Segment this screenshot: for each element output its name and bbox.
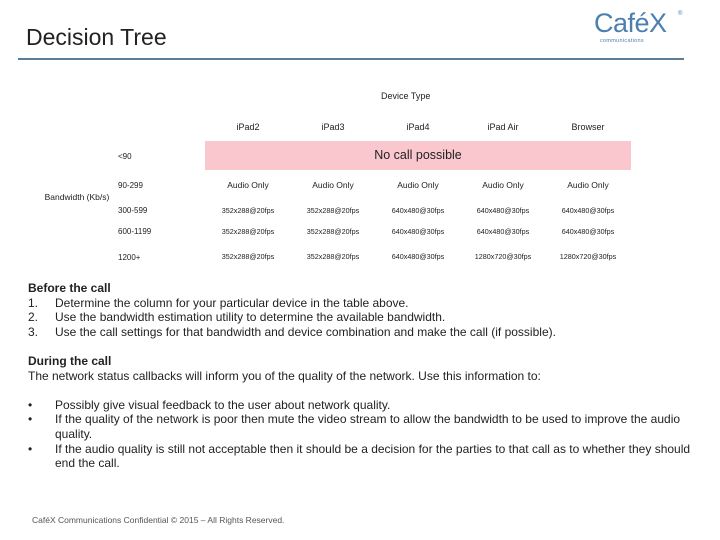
confidentiality-footer: CaféX Communications Confidential © 2015 – All Rights Reserved. xyxy=(32,515,285,525)
during-call-heading: During the call xyxy=(28,353,112,368)
column-header-browser: Browser xyxy=(571,122,605,132)
table-cell: 1280x720@30fps xyxy=(474,252,532,261)
table-cell: 640x480@30fps xyxy=(391,206,445,215)
table-cell: Audio Only xyxy=(397,180,439,190)
list-item: • If the quality of the network is poor then mute the video stream to allow the bandwidth to be used to improve the audio quality. xyxy=(28,412,681,441)
device-type-header: Device Type xyxy=(381,91,431,101)
bandwidth-row-header: Bandwidth (Kb/s) xyxy=(44,192,110,202)
logo-wordmark: CaféX xyxy=(594,8,667,38)
column-header-ipad3: iPad3 xyxy=(321,122,345,132)
page-title: Decision Tree xyxy=(26,24,167,50)
before-call-heading: Before the call xyxy=(28,281,111,295)
no-call-possible-text: No call possible xyxy=(374,148,462,162)
list-item: • Possibly give visual feedback to the user about network quality. xyxy=(28,397,391,412)
table-cell: 640x480@30fps xyxy=(391,252,445,261)
table-cell: Audio Only xyxy=(227,180,269,190)
table-cell: 1280x720@30fps xyxy=(559,252,617,261)
table-cell: 352x288@20fps xyxy=(221,252,275,261)
table-cell: Audio Only xyxy=(567,180,609,190)
row-label-90-299: 90-299 xyxy=(118,181,143,190)
table-cell: 352x288@20fps xyxy=(221,227,275,236)
list-item: 3. Use the call settings for that bandwidth and device combination and make the call (if possible). xyxy=(28,324,556,339)
no-call-possible-cell xyxy=(205,141,631,170)
table-cell: 352x288@20fps xyxy=(306,206,360,215)
instructions xyxy=(28,281,698,471)
column-header-ipad4: iPad4 xyxy=(406,122,430,132)
row-label-1200plus: 1200+ xyxy=(118,253,141,262)
list-item: 1. Determine the column for your particular device in the table above. xyxy=(28,295,409,310)
table-cell: 640x480@30fps xyxy=(476,227,530,236)
logo-subtitle: communications xyxy=(600,38,644,44)
logo-registered-mark: ® xyxy=(678,11,683,17)
table-cell: 640x480@30fps xyxy=(476,206,530,215)
table-cell: 640x480@30fps xyxy=(561,227,615,236)
table-cell: Audio Only xyxy=(312,180,354,190)
cafex-logo xyxy=(594,8,686,48)
column-header-ipad2: iPad2 xyxy=(236,122,260,132)
during-call-intro: The network status callbacks will inform you of the quality of the network. Use this information to: xyxy=(28,368,541,383)
row-label-lt90: <90 xyxy=(118,152,132,161)
table-cell: 352x288@20fps xyxy=(221,206,275,215)
table-cell: Audio Only xyxy=(482,180,524,190)
table-cell: 352x288@20fps xyxy=(306,227,360,236)
column-header-ipad-air: iPad Air xyxy=(487,122,519,132)
row-label-600-1199: 600-1199 xyxy=(118,227,152,236)
table-cell: 640x480@30fps xyxy=(391,227,445,236)
table-cell: 640x480@30fps xyxy=(561,206,615,215)
title-divider xyxy=(18,58,684,60)
table-cell: 352x288@20fps xyxy=(306,252,360,261)
list-item: 2. Use the bandwidth estimation utility to determine the available bandwidth. xyxy=(28,310,446,325)
row-label-300-599: 300-599 xyxy=(118,206,148,215)
list-item: • If the audio quality is still not acceptable then it should be a decision for the parties to that call as to whether they should end the call. xyxy=(28,441,691,471)
